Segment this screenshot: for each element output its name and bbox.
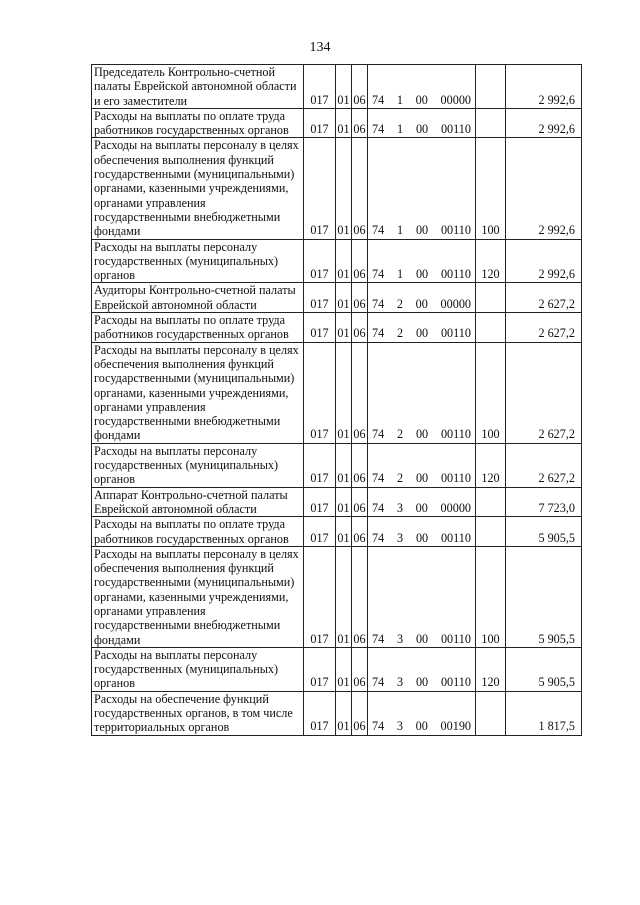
amount: 2 992,6: [506, 65, 582, 109]
target-subprogram-code: 3: [397, 530, 404, 545]
subsection-code: 06: [352, 647, 368, 691]
target-main-activity-code: 00: [415, 223, 429, 238]
subsection-code: 06: [352, 487, 368, 517]
target-direction-code: 00110: [440, 427, 471, 442]
target-main-activity-code: 00: [415, 267, 429, 282]
target-main-activity-code: 00: [415, 719, 428, 734]
expense-name: Расходы на выплаты персоналу в целях обеспечения выполнения функций государственными (муниципальными) органами, казенными учреждениями, органами управления государственными внебюджетными фондами: [92, 138, 304, 239]
target-direction-code: 00110: [440, 326, 471, 341]
ministry-code: 017: [304, 313, 336, 343]
target-direction-code: 00110: [440, 267, 471, 282]
expense-type-code: [476, 108, 506, 138]
section-code: 01: [336, 313, 352, 343]
section-code: 01: [336, 138, 352, 239]
section-code: 01: [336, 517, 352, 547]
table-row: [92, 443, 582, 487]
target-direction-code: 00110: [440, 675, 471, 690]
amount: 2 627,2: [506, 313, 582, 343]
section-code: 01: [336, 108, 352, 138]
ministry-code: 017: [304, 138, 336, 239]
target-direction-code: 00190: [440, 719, 471, 734]
expense-type-code: 120: [476, 647, 506, 691]
target-program-code: 74: [372, 500, 385, 515]
target-main-activity-code: 00: [415, 427, 429, 442]
expense-name: Расходы на выплаты персоналу государственных (муниципальных) органов: [92, 443, 304, 487]
expense-name: Аудиторы Контрольно-счетной палаты Еврейской автономной области: [92, 283, 304, 313]
target-article-code: [368, 517, 476, 547]
table-row: [92, 546, 582, 647]
expense-name: Расходы на выплаты персоналу государственных (муниципальных) органов: [92, 647, 304, 691]
subsection-code: 06: [352, 313, 368, 343]
target-program-code: 74: [372, 223, 385, 238]
target-direction-code: 00110: [440, 122, 471, 137]
table-row: [92, 239, 582, 283]
target-article-code: [368, 65, 476, 109]
target-subprogram-code: 2: [396, 296, 403, 311]
ministry-code: 017: [304, 283, 336, 313]
target-program-code: 74: [372, 471, 385, 486]
target-program-code: 74: [372, 719, 385, 734]
target-main-activity-code: 00: [415, 530, 429, 545]
amount: 2 627,2: [506, 283, 582, 313]
amount: 2 992,6: [506, 108, 582, 138]
expense-name: Расходы на обеспечение функций государственных органов, в том числе территориальных органов: [92, 691, 304, 735]
expense-name: Расходы на выплаты по оплате труда работников государственных органов: [92, 108, 304, 138]
amount: 2 627,2: [506, 342, 582, 443]
amount: 7 723,0: [506, 487, 582, 517]
target-article-code: [368, 342, 476, 443]
target-main-activity-code: 00: [415, 122, 429, 137]
target-subprogram-code: 3: [397, 631, 404, 646]
target-program-code: 74: [372, 675, 385, 690]
section-code: 01: [336, 342, 352, 443]
section-code: 01: [336, 65, 352, 109]
expense-type-code: 120: [476, 239, 506, 283]
target-program-code: 74: [372, 122, 385, 137]
target-main-activity-code: 00: [415, 500, 428, 515]
ministry-code: 017: [304, 108, 336, 138]
target-program-code: 74: [372, 92, 385, 107]
section-code: 01: [336, 546, 352, 647]
target-article-code: [368, 283, 476, 313]
subsection-code: 06: [352, 283, 368, 313]
expense-type-code: 100: [476, 342, 506, 443]
subsection-code: 06: [352, 65, 368, 109]
subsection-code: 06: [352, 443, 368, 487]
amount: 1 817,5: [506, 691, 582, 735]
target-subprogram-code: 2: [397, 326, 404, 341]
expense-type-code: [476, 313, 506, 343]
target-subprogram-code: 3: [397, 675, 404, 690]
expense-type-code: [476, 487, 506, 517]
expense-type-code: [476, 691, 506, 735]
expense-type-code: 100: [476, 138, 506, 239]
target-main-activity-code: 00: [415, 326, 429, 341]
expense-type-code: [476, 65, 506, 109]
target-article-code: [368, 691, 476, 735]
expense-type-code: 120: [476, 443, 506, 487]
expense-type-code: 100: [476, 546, 506, 647]
target-program-code: 74: [372, 326, 385, 341]
ministry-code: 017: [304, 691, 336, 735]
section-code: 01: [336, 443, 352, 487]
target-main-activity-code: 00: [415, 675, 429, 690]
target-subprogram-code: 1: [397, 267, 404, 282]
ministry-code: 017: [304, 342, 336, 443]
section-code: 01: [336, 691, 352, 735]
target-program-code: 74: [372, 631, 385, 646]
expense-name: Расходы на выплаты персоналу в целях обеспечения выполнения функций государственными (муниципальными) органами, казенными учреждениями, органами управления государственными внебюджетными фондами: [92, 546, 304, 647]
section-code: 01: [336, 647, 352, 691]
target-direction-code: 00000: [440, 296, 471, 311]
ministry-code: 017: [304, 239, 336, 283]
amount: 5 905,5: [506, 647, 582, 691]
subsection-code: 06: [352, 138, 368, 239]
ministry-code: 017: [304, 487, 336, 517]
target-main-activity-code: 00: [415, 631, 429, 646]
amount: 2 992,6: [506, 138, 582, 239]
target-article-code: [368, 647, 476, 691]
target-program-code: 74: [372, 530, 385, 545]
table-body: [92, 65, 582, 736]
subsection-code: 06: [352, 691, 368, 735]
table-row: [92, 342, 582, 443]
target-subprogram-code: 3: [396, 719, 403, 734]
ministry-code: 017: [304, 65, 336, 109]
subsection-code: 06: [352, 342, 368, 443]
ministry-code: 017: [304, 647, 336, 691]
target-direction-code: 00000: [440, 500, 471, 515]
table-row: [92, 313, 582, 343]
target-article-code: [368, 487, 476, 517]
target-main-activity-code: 00: [415, 471, 429, 486]
target-direction-code: 00110: [440, 530, 471, 545]
table-row: [92, 283, 582, 313]
target-direction-code: 00110: [440, 631, 471, 646]
ministry-code: 017: [304, 546, 336, 647]
target-subprogram-code: 1: [397, 122, 404, 137]
table-row: [92, 517, 582, 547]
expense-type-code: [476, 283, 506, 313]
subsection-code: 06: [352, 108, 368, 138]
subsection-code: 06: [352, 239, 368, 283]
ministry-code: 017: [304, 517, 336, 547]
target-direction-code: 00110: [440, 471, 471, 486]
table-row: [92, 647, 582, 691]
target-program-code: 74: [372, 296, 385, 311]
ministry-code: 017: [304, 443, 336, 487]
expense-name: Председатель Контрольно-счетной палаты Еврейской автономной области и его заместители: [92, 65, 304, 109]
page-number: 134: [309, 40, 331, 55]
table-row: [92, 65, 582, 109]
expense-name: Расходы на выплаты по оплате труда работников государственных органов: [92, 517, 304, 547]
target-main-activity-code: 00: [415, 296, 428, 311]
amount: 5 905,5: [506, 517, 582, 547]
table-row: [92, 487, 582, 517]
subsection-code: 06: [352, 546, 368, 647]
budget-table: [91, 64, 582, 736]
target-program-code: 74: [372, 267, 385, 282]
amount: 5 905,5: [506, 546, 582, 647]
target-article-code: [368, 138, 476, 239]
amount: 2 627,2: [506, 443, 582, 487]
section-code: 01: [336, 239, 352, 283]
section-code: 01: [336, 283, 352, 313]
expense-type-code: [476, 517, 506, 547]
expense-name: Аппарат Контрольно-счетной палаты Еврейской автономной области: [92, 487, 304, 517]
target-article-code: [368, 108, 476, 138]
section-code: 01: [336, 487, 352, 517]
expense-name: Расходы на выплаты по оплате труда работников государственных органов: [92, 313, 304, 343]
table-row: [92, 138, 582, 239]
target-main-activity-code: 00: [415, 92, 428, 107]
target-article-code: [368, 239, 476, 283]
subsection-code: 06: [352, 517, 368, 547]
target-article-code: [368, 546, 476, 647]
amount: 2 992,6: [506, 239, 582, 283]
table-row: [92, 108, 582, 138]
table-row: [92, 691, 582, 735]
target-subprogram-code: 3: [396, 500, 403, 515]
target-subprogram-code: 2: [397, 471, 404, 486]
target-article-code: [368, 313, 476, 343]
target-subprogram-code: 1: [397, 223, 404, 238]
target-program-code: 74: [372, 427, 385, 442]
expense-name: Расходы на выплаты персоналу в целях обеспечения выполнения функций государственными (муниципальными) органами, казенными учреждениями, органами управления государственными внебюджетными фондами: [92, 342, 304, 443]
target-subprogram-code: 1: [396, 92, 403, 107]
target-direction-code: 00000: [440, 92, 471, 107]
target-direction-code: 00110: [440, 223, 471, 238]
expense-name: Расходы на выплаты персоналу государственных (муниципальных) органов: [92, 239, 304, 283]
target-subprogram-code: 2: [397, 427, 404, 442]
target-article-code: [368, 443, 476, 487]
